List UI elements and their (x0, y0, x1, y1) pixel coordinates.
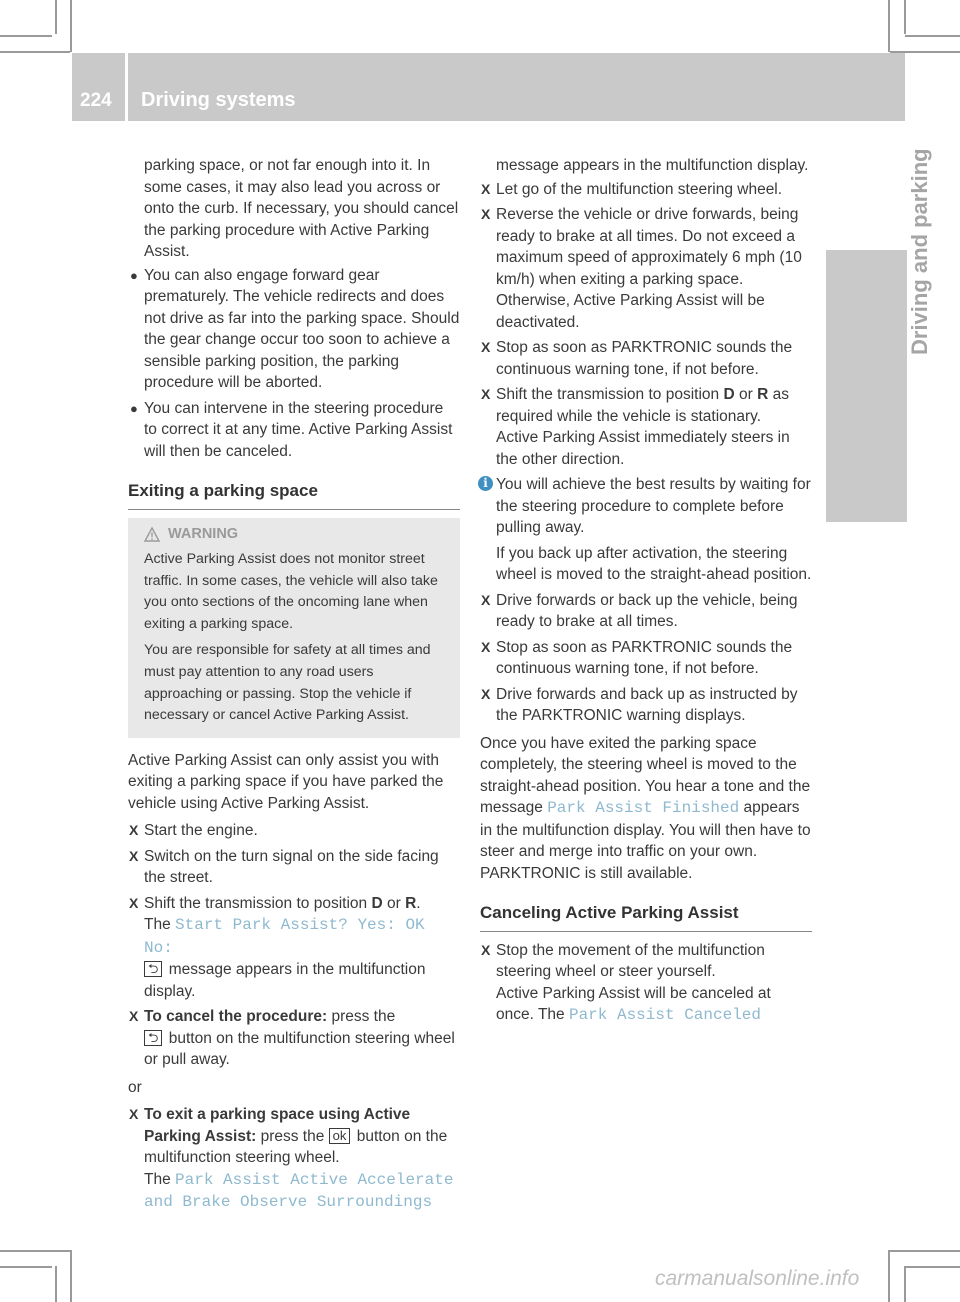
step-arrow-icon: X (481, 638, 491, 655)
bullet-icon: ● (130, 267, 138, 283)
warning-title: WARNING (168, 525, 239, 542)
step-item: X Start the engine. (128, 820, 460, 842)
step-item: X To exit a parking space using Active Parking Assist: press the ok button on the multifunction steering wheel. The Park Assist Active Accelerate and Brake Observe Surroundings (129, 1106, 454, 1212)
crop-mark (888, 0, 890, 52)
step-arrow-icon: X (129, 1106, 139, 1123)
display-message: Park Assist Active Accelerate and Brake Observe Surroundings (144, 1170, 454, 1212)
intro-paragraph: Active Parking Assist can only assist you with exiting a parking space if you have parked the vehicle using Active Parking Assist. (128, 751, 444, 812)
chapter-tab (905, 121, 953, 421)
step-item: X Switch on the turn signal on the side facing the street. (129, 847, 439, 887)
step-arrow-icon: X (481, 206, 491, 222)
step-item: X Shift the transmission to position D or R. The Start Park Assist? Yes: OK No: ⮌ message appears in the multifunction display. (129, 894, 426, 1000)
back-button-icon: ⮌ (144, 961, 162, 977)
warning-text: You are responsible for safety at all times and must pay attention to any road users approaching or passing. Stop the vehicle if necessary or cancel Active Parking Assist. (144, 642, 431, 724)
page-number: 224 (80, 90, 112, 111)
bullet-icon: ● (130, 400, 138, 416)
step-item: X Shift the transmission to position D or R as required while the vehicle is stationary. Active Parking Assist immediately steers in the other direction. (481, 386, 790, 468)
step-arrow-icon: X (481, 591, 491, 608)
warning-box (128, 518, 460, 738)
display-message: Park Assist Canceled (568, 1006, 761, 1024)
crop-mark (0, 1266, 52, 1268)
step-item: X Let go of the multifunction steering wheel. (480, 179, 812, 201)
step-arrow-icon: X (481, 685, 491, 702)
crop-mark (905, 1266, 960, 1268)
section-heading: Canceling Active Parking Assist (480, 902, 812, 932)
warning-icon (144, 527, 160, 542)
step-item: X Reverse the vehicle or drive forwards, being ready to brake at all times. Do not exceed a maximum speed of approximately 6 mph (10 km/h) when exiting a parking space. Otherwise, Active Parking Assist will be deactivated. (481, 206, 802, 331)
or-separator: or (128, 1078, 142, 1096)
step-item: X Drive forwards or back up the vehicle, being ready to brake at all times. (481, 591, 798, 630)
crop-mark (0, 1250, 70, 1252)
crop-mark (904, 1266, 906, 1302)
back-button-icon: ⮌ (144, 1030, 162, 1046)
step-arrow-icon: X (129, 847, 139, 864)
list-item: ● You can also engage forward gear prematurely. The vehicle redirects and does not drive as far into the parking space. Should the gear change occur too soon to achieve a sensible parking position, the parking procedure will be aborted. (130, 266, 460, 391)
step-arrow-icon: X (481, 386, 491, 402)
right-column (480, 155, 812, 1031)
step-item: X Stop as soon as PARKTRONIC sounds the continuous warning tone, if not before. (481, 339, 793, 378)
header-divider (125, 53, 128, 121)
info-note: i You will achieve the best results by waiting for the steering procedure to complete before pulling away. If you back up after activation, the steering wheel is moved to the straight-ahead position. (480, 474, 812, 586)
crop-mark (890, 1250, 960, 1252)
display-message: Park Assist Finished (547, 799, 740, 817)
crop-mark (70, 1250, 72, 1302)
crop-mark (70, 0, 72, 52)
step-arrow-icon: X (481, 941, 491, 958)
crop-mark (55, 0, 57, 34)
crop-mark (0, 35, 52, 37)
crop-mark (904, 0, 906, 34)
section-heading: Exiting a parking space (128, 480, 460, 510)
step-arrow-icon: X (129, 894, 139, 911)
warning-heading (144, 524, 452, 546)
step-item: X To cancel the procedure: press the ⮌ button on the multifunction steering wheel or pull away. (129, 1008, 455, 1069)
chapter-tab-marker (826, 250, 907, 522)
step-item: X Stop as soon as PARKTRONIC sounds the continuous warning tone, if not before. (481, 638, 793, 677)
summary-paragraph: Once you have exited the parking space completely, the steering wheel is moved to the straight-ahead position. You hear a tone and the message Park Assist Finished appears in the multifunction display. You will then have to steer and merge into traffic on your own. PARKTRONIC is still available. (480, 734, 811, 882)
info-icon: i (478, 476, 493, 491)
step-item: X Stop the movement of the multifunction steering wheel or steer yourself. Active Parking Assist will be canceled at once. The Park Assist Canceled (481, 941, 771, 1024)
chapter-tab-label: Driving and parking (907, 148, 932, 355)
step-arrow-icon: X (481, 180, 491, 197)
continued-text: message appears in the multifunction display. (496, 157, 809, 174)
step-arrow-icon: X (481, 339, 491, 355)
list-item: ● You can intervene in the steering procedure to correct it at any time. Active Parking Assist will then be canceled. (130, 399, 453, 460)
step-arrow-icon: X (129, 1008, 139, 1025)
crop-mark (0, 51, 70, 53)
continued-text: parking space, or not far enough into it. In some cases, it may also lead you across or onto the curb. If necessary, you should cancel the parking procedure with Active Parking Assist. (144, 157, 459, 260)
watermark: carmanualsonline.info (655, 1267, 860, 1290)
left-column (128, 155, 460, 1218)
crop-mark (55, 1266, 57, 1302)
step-item: X Drive forwards and back up as instructed by the PARKTRONIC warning displays. (481, 685, 798, 724)
display-message: Start Park Assist? Yes: OK No: (144, 916, 425, 957)
ok-button-icon: ok (329, 1128, 351, 1144)
warning-text: Active Parking Assist does not monitor street traffic. In some cases, the vehicle will also take you onto sections of the oncoming lane when exiting a parking space. (144, 551, 438, 632)
section-title: Driving systems (141, 89, 296, 111)
crop-mark (905, 35, 960, 37)
step-arrow-icon: X (129, 822, 139, 839)
crop-mark (888, 1250, 890, 1302)
